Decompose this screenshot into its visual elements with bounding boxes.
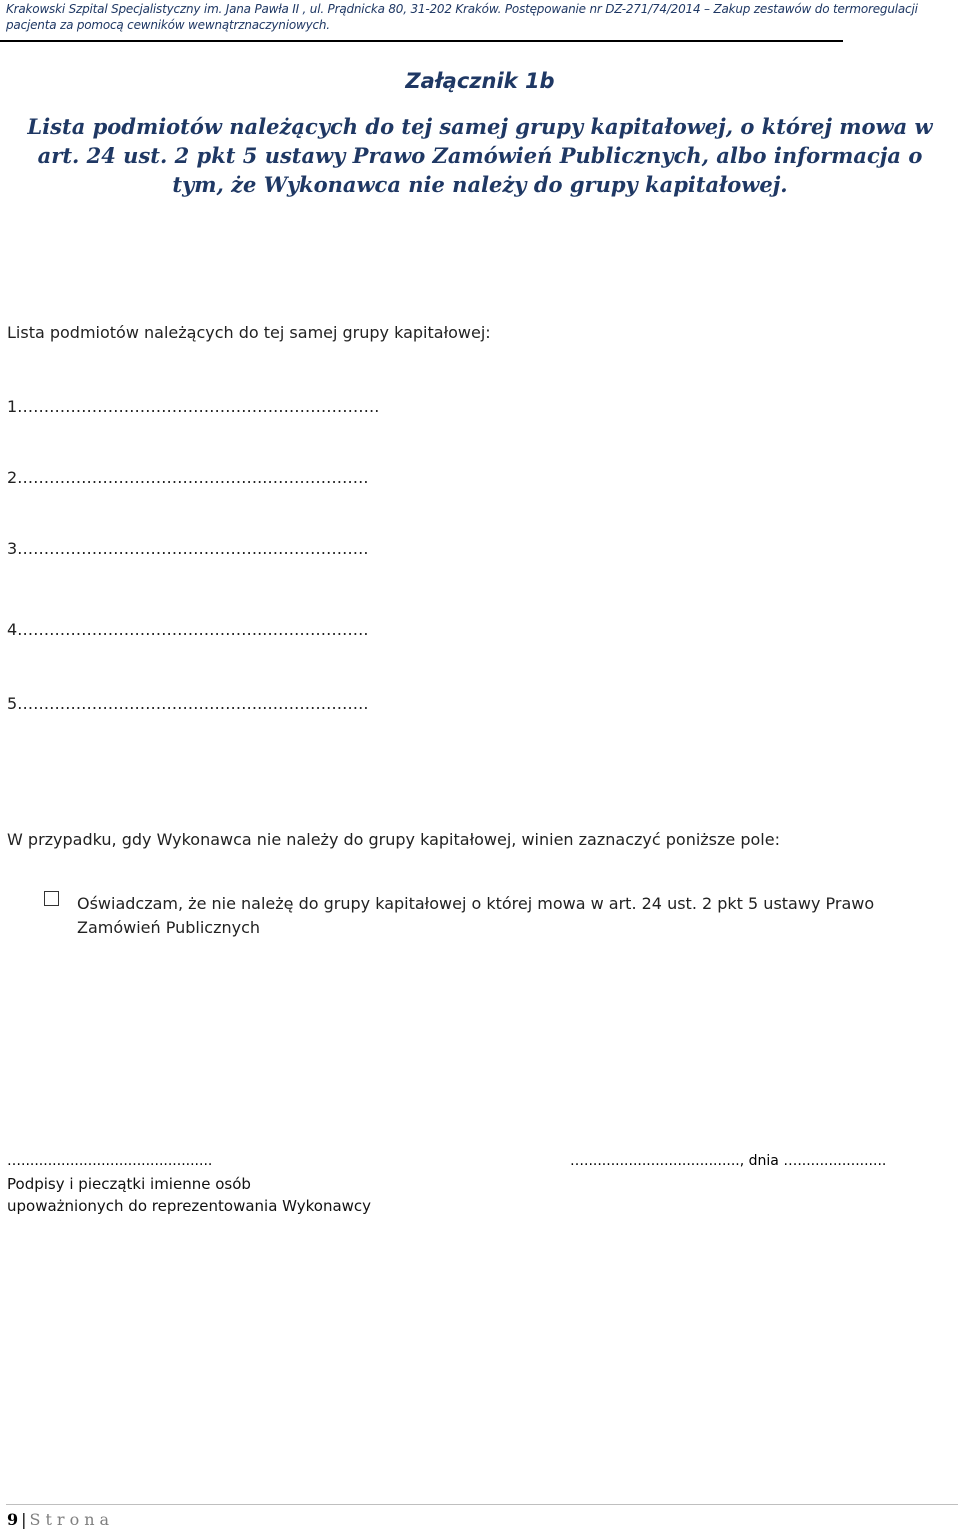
list-heading: Lista podmiotów należących do tej samej grupy kapitałowej: xyxy=(7,323,491,342)
document-subtitle: Lista podmiotów należących do tej samej grupy kapitałowej, o której mowa w art. 24 ust. 2 pkt 5 ustawy Prawo Zamówień Publicznych, albo informacja o tym, że Wykonawca nie należy do grupy kapitałowej. xyxy=(27,114,933,197)
page-word: Strona xyxy=(29,1510,115,1529)
list-item-4[interactable]: 4………………………………………..………………. xyxy=(7,620,369,639)
list-item-2[interactable]: 2………………………………………..………………. xyxy=(7,468,369,487)
signature-caption xyxy=(7,1173,371,1217)
declaration-text: Oświadczam, że nie należę do grupy kapitałowej o której mowa w art. 24 ust. 2 pkt 5 ustawy Prawo Zamówień Publicznych xyxy=(77,894,875,937)
declaration-checkbox[interactable] xyxy=(44,891,59,906)
footer-divider xyxy=(6,1504,958,1505)
list-item-3[interactable]: 3………………………………………..………………. xyxy=(7,539,369,558)
condition-instruction: W przypadku, gdy Wykonawca nie należy do grupy kapitałowej, winien zaznaczyć poniższe pole: xyxy=(7,830,780,849)
place-date-line[interactable]: …..................................., dnia ….................... xyxy=(570,1153,887,1169)
signature-caption-line-1: Podpisy i pieczątki imienne osób xyxy=(7,1175,251,1193)
list-item-5[interactable]: 5………………………………………..………………. xyxy=(7,694,369,713)
page-header-text: Krakowski Szpital Specjalistyczny im. Jana Pawła II , ul. Prądnicka 80, 31-202 Kraków. Postępowanie nr DZ-271/74/2014 – Zakup zestawów do termoregulacji pacjenta za pomocą cewników wewnątrznaczyniowych. xyxy=(6,2,918,32)
signature-line[interactable]: …........................................... xyxy=(7,1153,213,1169)
footer-separator: | xyxy=(21,1510,27,1529)
list-item-1[interactable]: 1………………………………………….………………. xyxy=(7,397,380,416)
signature-caption-line-2: upoważnionych do reprezentowania Wykonawcy xyxy=(7,1197,372,1215)
header-divider xyxy=(0,40,843,42)
page-number: 9 xyxy=(7,1510,19,1529)
document-title: Załącznik 1b xyxy=(405,69,555,93)
page-footer xyxy=(7,1509,114,1531)
